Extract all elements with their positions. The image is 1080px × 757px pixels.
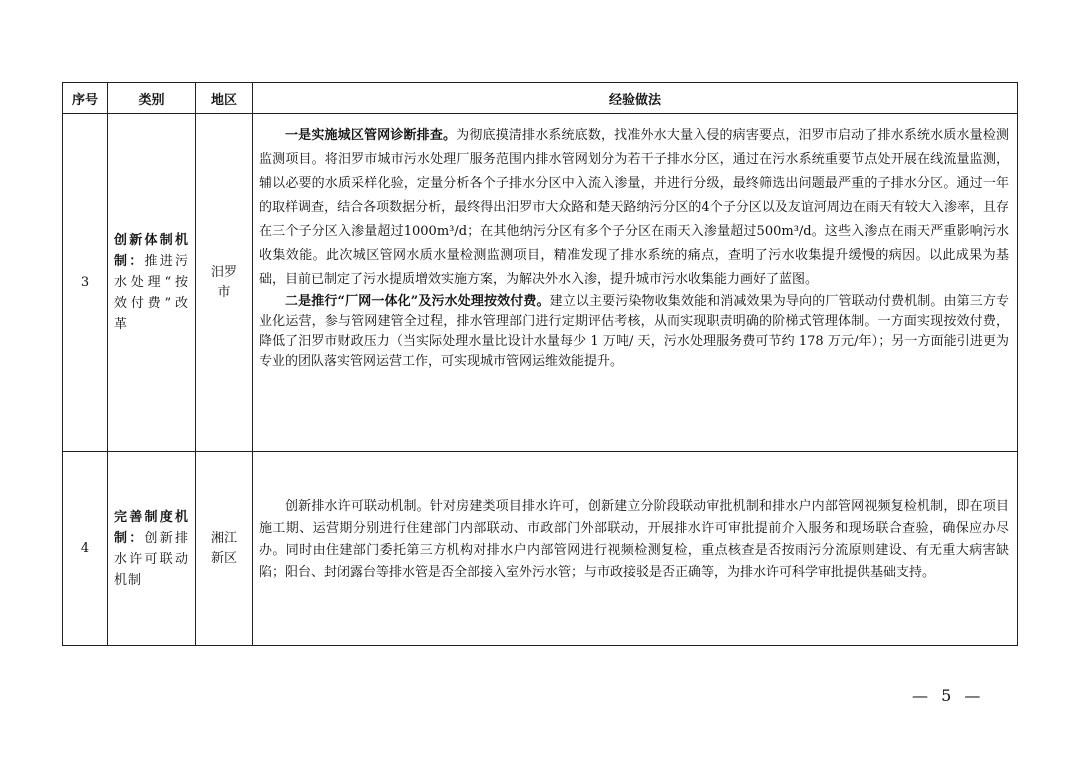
category-bold: 创新体制机制： — [114, 233, 189, 269]
area-text: 湘江新区 — [210, 530, 237, 566]
row-area — [196, 452, 253, 646]
table-row — [63, 114, 1018, 452]
header-experience: 经验做法 — [253, 83, 1018, 114]
row-number: 3 — [63, 114, 108, 452]
paragraph-2-lead: 二是推行“厂网一体化”及污水处理按效付费。 — [285, 294, 550, 309]
table-header-row — [63, 83, 1018, 114]
row-category — [108, 114, 196, 452]
experience-paragraph-2 — [259, 292, 1009, 372]
area-text: 汨罗市 — [210, 264, 237, 300]
row-experience — [253, 114, 1018, 452]
experience-table — [62, 82, 1018, 646]
paragraph-1-text: 为彻底摸清排水系统底数，找准外水大量入侵的病害要点，汨罗市启动了排水系统水质水量检测监测项目。将汨罗市城市污水处理厂服务范围内排水管网划分为若干子排水分区，通过在污水系统重要节点处开展在线流量监测，辅以必要的水质采样化验，定量分析各个子排水分区中入流入渗量，并进行分级，最终筛选出问题最严重的子排水分区。通过一年的取样调查，结合各项数据分析，最终得出汨罗市大众路和楚天路纳污分区的4个子分区以及友谊河周边在雨天有较大入渗率，且存在三个子分区入渗量超过1000m³/d；在其他纳污分区有多个子分区在雨天入渗量超过500m³/d。这些入渗点在雨天严重影响污水收集效能。此次城区管网水质水量检测监测项目，精准发现了排水系统的痛点，查明了污水收集提升缓慢的病因。以此成果为基础，目前已制定了污水提质增效实施方案，为解决外水入渗，提升城市污水收集能力画好了蓝图。 — [259, 128, 1009, 287]
header-category: 类别 — [108, 83, 196, 114]
row-experience — [253, 452, 1018, 646]
row-area — [196, 114, 253, 452]
paragraph-1-lead: 一是实施城区管网诊断排查。 — [285, 128, 457, 143]
header-area: 地区 — [196, 83, 253, 114]
category-bold: 完善制度机制： — [114, 509, 189, 546]
paragraph-2-text: 建立以主要污染物收集效能和消减效果为导向的厂管联动付费机制。由第三方专业化运营，参与管网建管全过程，排水管理部门进行定期评估考核，从而实现职责明确的阶梯式管理体制。一方面实现按效付费，降低了汨罗市财政压力（当实际处理水量比设计水量每少 1 万吨/ 天，污水处理服务费可节约 178 万元/年）；另一方面能引进更为专业的团队落实管网运营工作，可实现城市管网运维效能提升。 — [259, 294, 1009, 369]
table-row — [63, 452, 1018, 646]
row-category — [108, 452, 196, 646]
experience-paragraph-1 — [259, 124, 1009, 292]
category-rest: 创新排水许可联动机制 — [114, 530, 189, 588]
header-no: 序号 — [63, 83, 108, 114]
experience-paragraph-1: 创新排水许可联动机制。针对房建类项目排水许可，创新建立分阶段联动审批机制和排水户内部管网视频复检机制，即在项目施工期、运营期分别进行住建部门内部联动、市政部门外部联动，开展排水许可审批提前介入服务和现场联合查验，确保应办尽办。同时由住建部门委托第三方机构对排水户内部管网进行视频检测复检，重点核查是否按雨污分流原则建设、有无重大病害缺陷；阳台、封闭露台等排水管是否全部接入室外污水管；与市政接驳是否正确等，为排水许可科学审批提供基础支持。 — [259, 499, 1009, 580]
row-number: 4 — [63, 452, 108, 646]
page-number: — 5 — — [912, 686, 985, 705]
category-rest: 推进污水处理“按效付费”改革 — [114, 254, 189, 332]
